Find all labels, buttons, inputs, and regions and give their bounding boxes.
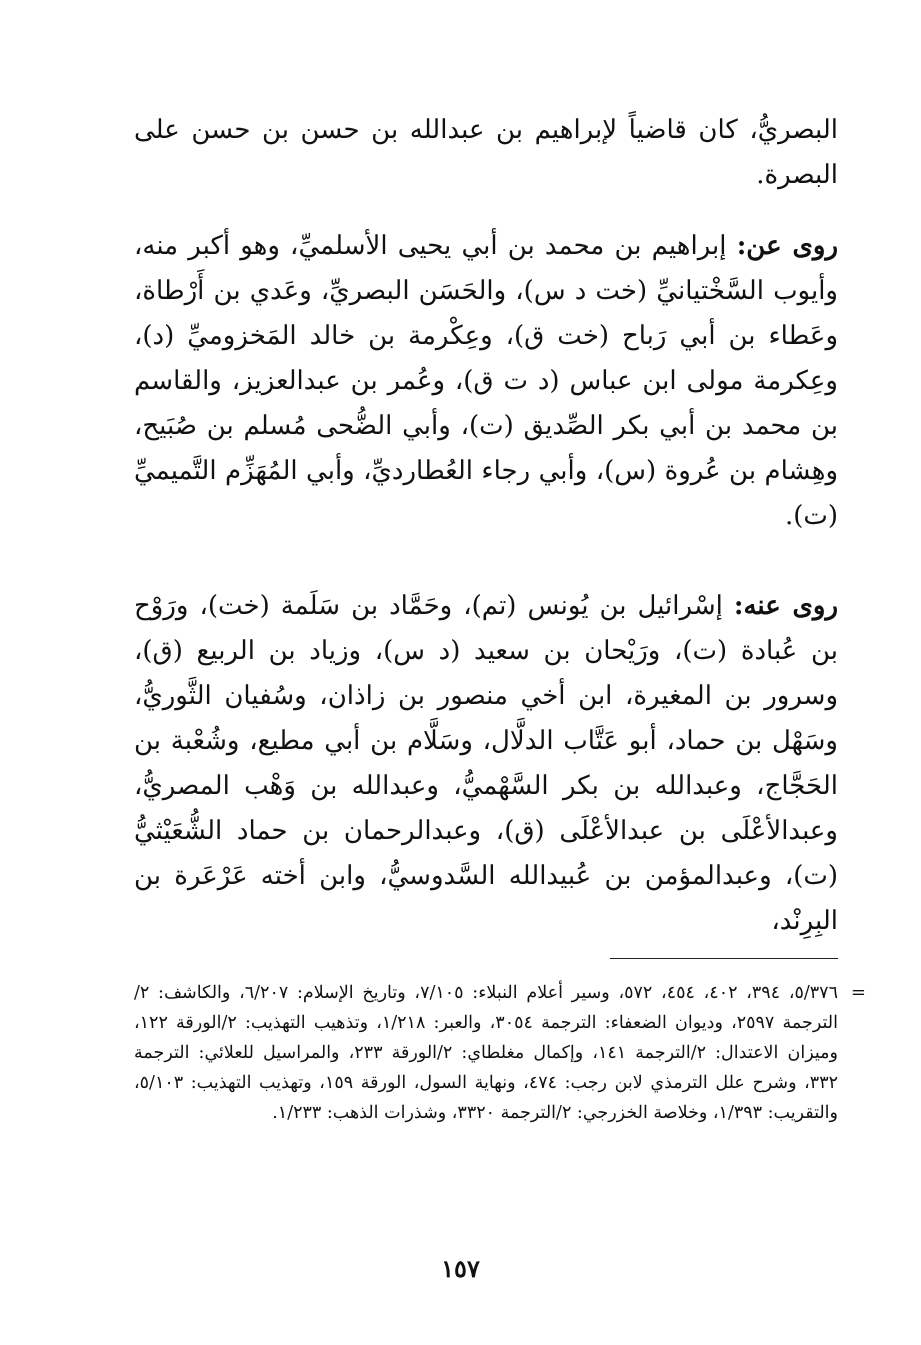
paragraph-narrated-from <box>134 224 838 539</box>
paragraph-narrated-by <box>134 584 838 944</box>
footnote-text: ٥/٣٧٦، ٣٩٤، ٤٠٢، ٤٥٤، ٥٧٢، وسير أعلام النبلاء: ٧/١٠٥، وتاريخ الإسلام: ٦/٢٠٧، والكاشف: ٢/الترجمة ٢٥٩٧، وديوان الضعفاء: الترجمة ٣٠٥٤، والعبر: ١/٢١٨، وتذهيب التهذيب: ٢/الورقة ١٢٢، وميزان الاعتدال: ٢/الترجمة ١٤١، وإكمال مغلطاي: ٢/الورقة ٢٣٣، والمراسيل للعلائي: الترجمة ٣٣٢، وشرح علل الترمذي لابن رجب: ٤٧٤، ونهاية السول، الورقة ١٥٩، وتهذيب التهذيب: ٥/١٠٣، والتقريب: ١/٣٩٣، وخلاصة الخزرجي: ٢/الترجمة ٣٣٢٠، وشذرات الذهب: ١/٢٣٣. <box>134 983 838 1123</box>
footnotes <box>134 978 866 1128</box>
paragraph-text: إسْرائيل بن يُونس (تم)، وحَمَّاد بن سَلَمة (خت)، ورَوْح بن عُبادة (ت)، ورَيْحان بن سعيد (د س)، وزياد بن الربيع (ق)، وسرور بن المغيرة، ابن أخي منصور بن زاذان، وسُفيان الثَّوريُّ، وسَهْل بن حماد، أبو عَتَّاب الدلَّال، وسَلَّام بن أبي مطيع، وشُعْبة بن الحَجَّاج، وعبدالله بن بكر السَّهْميُّ، وعبدالله بن وَهْب المصريُّ، وعبدالأعْلَى بن عبدالأعْلَى (ق)، وعبدالرحمان بن حماد الشُّعَيْثيُّ (ت)، وعبدالمؤمن بن عُبيدالله السَّدوسيُّ، وابن أخته عَرْعَرة بن البِرِنْد، <box>134 591 838 936</box>
footnote-divider <box>610 958 838 959</box>
paragraph-text: إبراهيم بن محمد بن أبي يحيى الأسلميِّ، وهو أكبر منه، وأيوب السَّخْتيانيِّ (خت د س)، والحَسَن البصريِّ، وعَدي بن أَرْطاة، وعَطاء بن أبي رَباح (خت ق)، وعِكْرمة بن خالد المَخزوميِّ (د)، وعِكرمة مولى ابن عباس (د ت ق)، وعُمر بن عبدالعزيز، والقاسم بن محمد بن أبي بكر الصِّديق (ت)، وأبي الضُّحى مُسلم بن صُبَيح، وهِشام بن عُروة (س)، وأبي رجاء العُطارديِّ، وأبي المُهَزِّم التَّميميِّ (ت). <box>134 231 838 531</box>
paragraph-continuation <box>134 108 838 198</box>
section-lead-narrated-by: روى عنه: <box>733 591 838 621</box>
section-lead-narrated-from: روى عن: <box>736 231 838 261</box>
page-number: ١٥٧ <box>441 1254 480 1283</box>
paragraph-text: البصريُّ، كان قاضياً لإبراهيم بن عبدالله بن حسن بن حسن على البصرة. <box>134 115 838 190</box>
footnote-continuation-marker: = <box>850 982 866 1003</box>
